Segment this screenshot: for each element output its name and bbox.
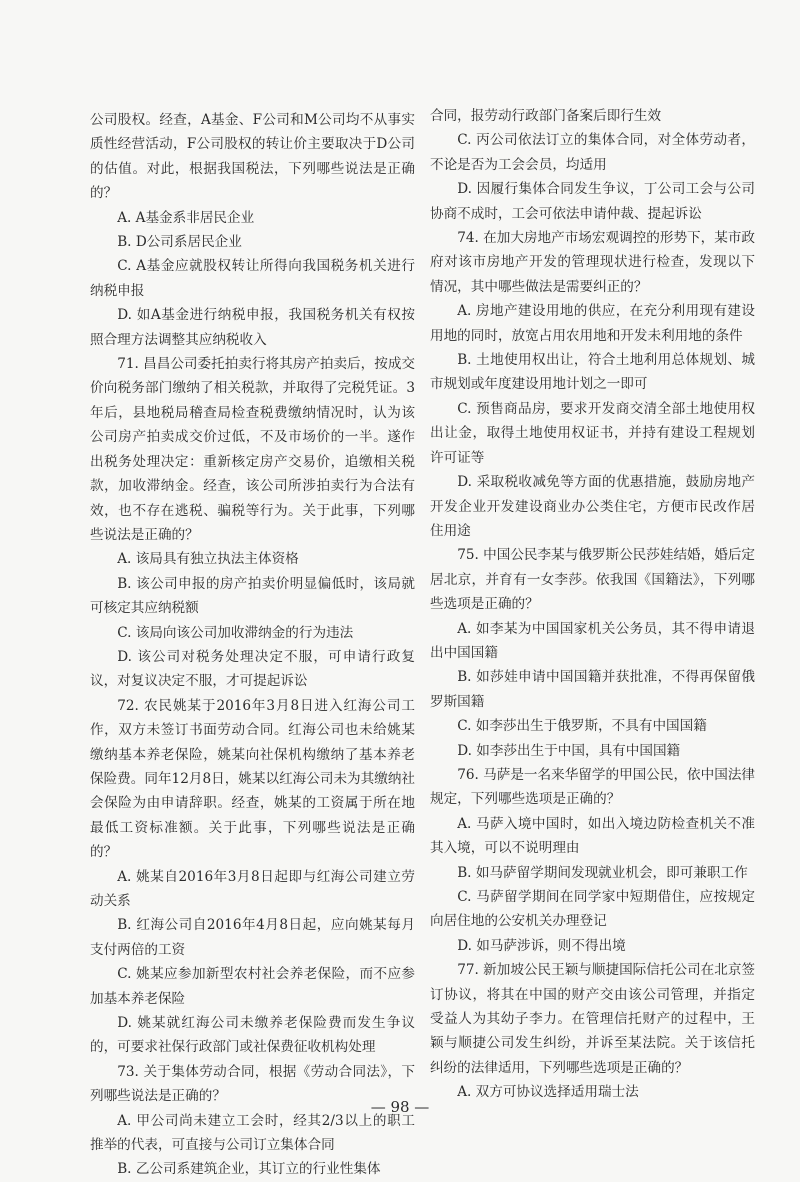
paragraph: 71. 昌昌公司委托拍卖行将其房产拍卖后，按成交价向税务部门缴纳了相关税款，并取得了完税凭证。3年后，县地税局稽查局检查税费缴纳情况时，认为该公司房产拍卖成交价过低，不及市场价的一半。遂作出税务处理决定：重新核定房产交易价，追缴相关税款，加收滞纳金。经查，该公司所涉拍卖行为合法有效，也不存在逃税、骗税等行为。关于此事，下列哪些说法是正确的？ (90, 356, 416, 543)
paragraph: 公司股权。经查，A基金、F公司和M公司均不从事实质性经营活动，F公司股权的转让价主要取决于D公司的估值。对此，根据我国税法，下列哪些说法是正确的？ (90, 112, 415, 202)
paragraph: C. 预售商品房，要求开发商交清全部土地使用权出让金，取得土地使用权证书，并持有建设工程规划许可证等 (430, 400, 755, 466)
paragraph: B. 如莎娃申请中国国籍并获批准，不得再保留俄罗斯国籍 (430, 669, 755, 710)
paragraph: C. 如李莎出生于俄罗斯，不具有中国国籍 (457, 718, 707, 735)
paragraph: 76. 马萨是一名来华留学的甲国公民，依中国法律规定，下列哪些选项是正确的？ (430, 766, 756, 808)
paragraph: B. 乙公司系建筑企业，其订立的行业性集体 (117, 1161, 381, 1178)
paragraph: A. 姚某自2016年3月8日起即与红海公司建立劳动关系 (90, 868, 415, 909)
paragraph: C. 该局向该公司加收滞纳金的行为违法 (117, 624, 354, 641)
paragraph: D. 因履行集体合同发生争议，丁公司工会与公司协商不成时，工会可依法申请仲裁、提起诉讼 (430, 181, 755, 222)
page-number: — 98 — (370, 1098, 430, 1116)
paragraph: B. 红海公司自2016年4月8日起，应向姚某每月支付两倍的工资 (90, 917, 415, 958)
paragraph: A. 甲公司尚未建立工会时，经其2/3以上的职工推举的代表，可直接与公司订立集体合同 (90, 1112, 415, 1154)
paragraph: A. A基金系非居民企业 (117, 209, 255, 226)
paragraph: A. 如李某为中国国家机关公务员，其不得申请退出中国国籍 (430, 620, 755, 661)
paragraph: D. 采取税收减免等方面的优惠措施，鼓励房地产开发企业开发建设商业办公类住宅，方便市民改作居住用途 (430, 474, 755, 539)
paragraph: D. 如A基金进行纳税申报，我国税务机关有权按照合理方法调整其应纳税收入 (90, 307, 415, 348)
paragraph: C. 马萨留学期间在同学家中短期借住，应按规定向居住地的公安机关办理登记 (430, 889, 755, 930)
paragraph: B. 土地使用权出让，符合土地利用总体规划、城市规划或年度建设用地计划之一即可 (430, 352, 755, 393)
paragraph: B. 该公司申报的房产拍卖价明显偏低时，该局就可核定其应纳税额 (90, 575, 415, 617)
paragraph: 75. 中国公民李某与俄罗斯公民莎娃结婚，婚后定居北京，并育有一女李莎。依我国《国籍法》，下列哪些选项是正确的？ (430, 547, 756, 613)
right-column (430, 104, 755, 1105)
left-column (90, 108, 415, 1182)
paragraph: D. 该公司对税务处理决定不服，可申请行政复议，对复议决定不服，才可提起诉讼 (90, 648, 415, 690)
paragraph: 77. 新加坡公民王颖与顺捷国际信托公司在北京签订协议，将其在中国的财产交由该公司管理，并指定受益人为其幼子李力。在管理信托财产的过程中，王颖与顺捷公司发生纠纷，并诉至某法院。关于该信托纠纷的法律适用，下列哪些选项是正确的？ (430, 962, 756, 1076)
paragraph: A. 该局具有独立执法主体资格 (117, 551, 299, 568)
paragraph: B. D公司系居民企业 (117, 234, 242, 251)
paragraph: A. 马萨入境中国时，如出入境边防检查机关不准其入境，可以不说明理由 (430, 815, 755, 857)
paragraph: C. 姚某应参加新型农村社会养老保险，而不应参加基本养老保险 (90, 966, 415, 1007)
paragraph: A. 双方可协议选择适用瑞士法 (457, 1084, 639, 1101)
paragraph: 74. 在加大房地产市场宏观调控的形势下，某市政府对该市房地产开发的管理现状进行检查，发现以下情况，其中哪些做法是需要纠正的？ (430, 230, 756, 295)
paragraph: 合同，报劳动行政部门备案后即行生效 (430, 108, 662, 124)
paragraph: D. 姚某就红海公司未缴养老保险费而发生争议的，可要求社保行政部门或社保费征收机构处理 (90, 1015, 415, 1056)
paragraph: A. 房地产建设用地的供应，在充分利用现有建设用地的同时，放宽占用农用地和开发未利用地的条件 (430, 303, 755, 344)
paragraph: 72. 农民姚某于2016年3月8日进入红海公司工作，双方未签订书面劳动合同。红海公司也未给姚某缴纳基本养老保险，姚某向社保机构缴纳了基本养老保险费。同年12月8日，姚某以红海公司未为其缴纳社会保险为由申请辞职。经查，姚某的工资属于所在地最低工资标准额。关于此事，下列哪些说法是正确的？ (90, 697, 416, 861)
paragraph: 73. 关于集体劳动合同，根据《劳动合同法》，下列哪些说法是正确的？ (90, 1063, 415, 1105)
paragraph: C. A基金应就股权转让所得向我国税务机关进行纳税申报 (90, 258, 415, 299)
paragraph: D. 如李莎出生于中国，具有中国国籍 (457, 742, 681, 759)
paragraph: B. 如马萨留学期间发现就业机会，即可兼职工作 (457, 864, 748, 881)
paragraph: D. 如马萨涉诉，则不得出境 (457, 937, 626, 954)
paragraph: C. 丙公司依法订立的集体合同，对全体劳动者，不论是否为工会会员，均适用 (430, 132, 755, 173)
